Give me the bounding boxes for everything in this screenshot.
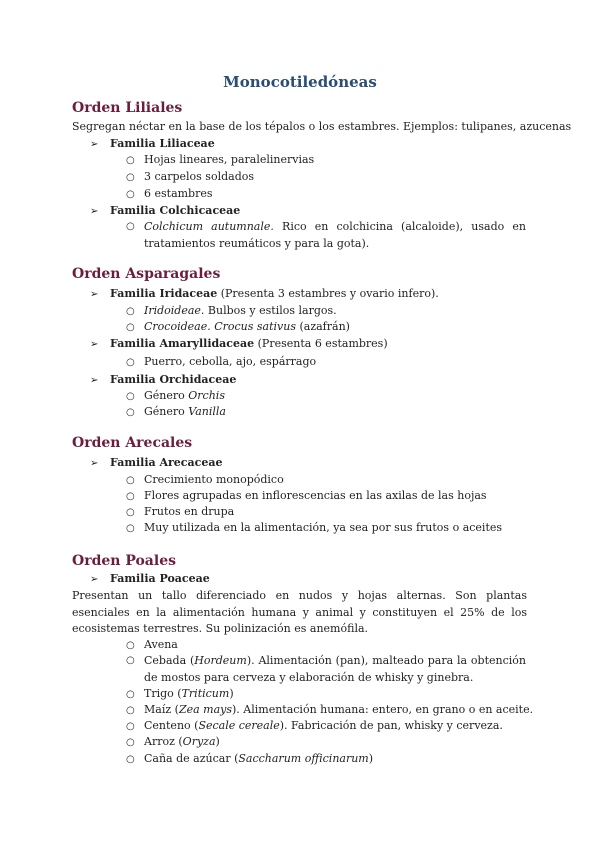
poaceae-intro: Presentan un tallo diferenciado en nudos y hojas alternas. Son plantas esenciales en la alimentación humana y animal y constituyen el 25% de los ecosistemas terrestres. Su polinización es anemófila. [72,589,527,636]
arrow-icon: ➢ [90,139,99,150]
bullet-icon: ○ [126,391,135,402]
list-item: ○ Trigo (Triticum) [126,687,234,700]
arrow-icon: ➢ [90,375,99,386]
list-item: ○ Centeno (Secale cereale). Fabricación de pan, whisky y cerveza. [126,719,503,732]
list-item: ○ Género Vanilla [126,405,226,418]
family-poaceae: ➢ Familia Poaceae [90,572,210,585]
arrow-icon: ➢ [90,574,99,585]
list-item: ○ Caña de azúcar (Saccharum officinarum) [126,752,374,765]
bullet-icon: ○ [126,306,135,317]
bullet-icon: ○ [126,172,135,183]
bullet-icon: ○ [126,357,135,368]
bullet-icon: ○ [126,737,135,748]
bullet-icon: ○ [126,689,135,700]
family-arecaceae: ➢ Familia Arecaceae [90,456,223,469]
family-orchidaceae: ➢ Familia Orchidaceae [90,373,237,386]
list-item: ○ Frutos en drupa [126,505,235,518]
bullet-icon: ○ [126,655,135,666]
bullet-icon: ○ [126,322,135,333]
list-item: ○ Puerro, cebolla, ajo, espárrago [126,355,317,368]
heading-asparagales: Orden Asparagales [72,266,221,282]
bullet-icon: ○ [126,705,135,716]
list-item: ○ Crecimiento monopódico [126,473,284,486]
bullet-icon: ○ [126,523,135,534]
heading-arecales: Orden Arecales [72,435,193,451]
bullet-icon: ○ [126,475,135,486]
bullet-icon: ○ [126,189,135,200]
list-item: ○ Crocoideae. Crocus sativus (azafrán) [126,320,350,333]
page-title: Monocotiledóneas [223,73,377,91]
list-item: ○ Avena [126,638,178,651]
list-item: ○ 3 carpelos soldados [126,170,254,183]
list-item: ○ Maíz (Zea mays). Alimentación humana: entero, en grano o en aceite. [126,703,534,716]
bullet-icon: ○ [126,640,135,651]
bullet-icon: ○ [126,754,135,765]
list-item: ○ 6 estambres [126,187,213,200]
list-item: ○ Género Orchis [126,389,225,402]
family-colchicaceae: ➢ Familia Colchicaceae [90,204,241,217]
bullet-icon: ○ [126,507,135,518]
liliales-intro: Segregan néctar en la base de los tépalos o los estambres. Ejemplos: tulipanes, azucenas [72,120,572,133]
family-amaryllidaceae: ➢ Familia Amaryllidaceae (Presenta 6 estambres) [90,337,388,350]
family-iridaceae: ➢ Familia Iridaceae (Presenta 3 estambres y ovario infero). [90,287,439,300]
arrow-icon: ➢ [90,289,99,300]
heading-poales: Orden Poales [72,553,176,569]
family-liliaceae: ➢ Familia Liliaceae [90,137,215,150]
list-item: ○ Arroz (Oryza) [126,735,220,748]
bullet-icon: ○ [126,721,135,732]
bullet-icon: ○ [126,155,135,166]
arrow-icon: ➢ [90,458,99,469]
list-item: ○ Muy utilizada en la alimentación, ya sea por sus frutos o aceites [126,521,503,534]
arrow-icon: ➢ [90,339,99,350]
list-item: ○ Flores agrupadas en inflorescencias en las axilas de las hojas [126,489,487,502]
heading-liliales: Orden Liliales [72,100,183,116]
list-item: ○ Cebada (Hordeum). Alimentación (pan), malteado para la obtención de mostos para cerveza y elaboración de whisky y ginebra. [126,654,526,684]
bullet-icon: ○ [126,221,135,232]
list-item: ○ Colchicum autumnale. Rico en colchicina (alcaloide), usado en tratamientos reumáticos y para la gota). [126,220,526,250]
arrow-icon: ➢ [90,206,99,217]
bullet-icon: ○ [126,407,135,418]
list-item: ○ Hojas lineares, paralelinervias [126,153,315,166]
bullet-icon: ○ [126,491,135,502]
list-item: ○ Iridoideae. Bulbos y estilos largos. [126,304,337,317]
